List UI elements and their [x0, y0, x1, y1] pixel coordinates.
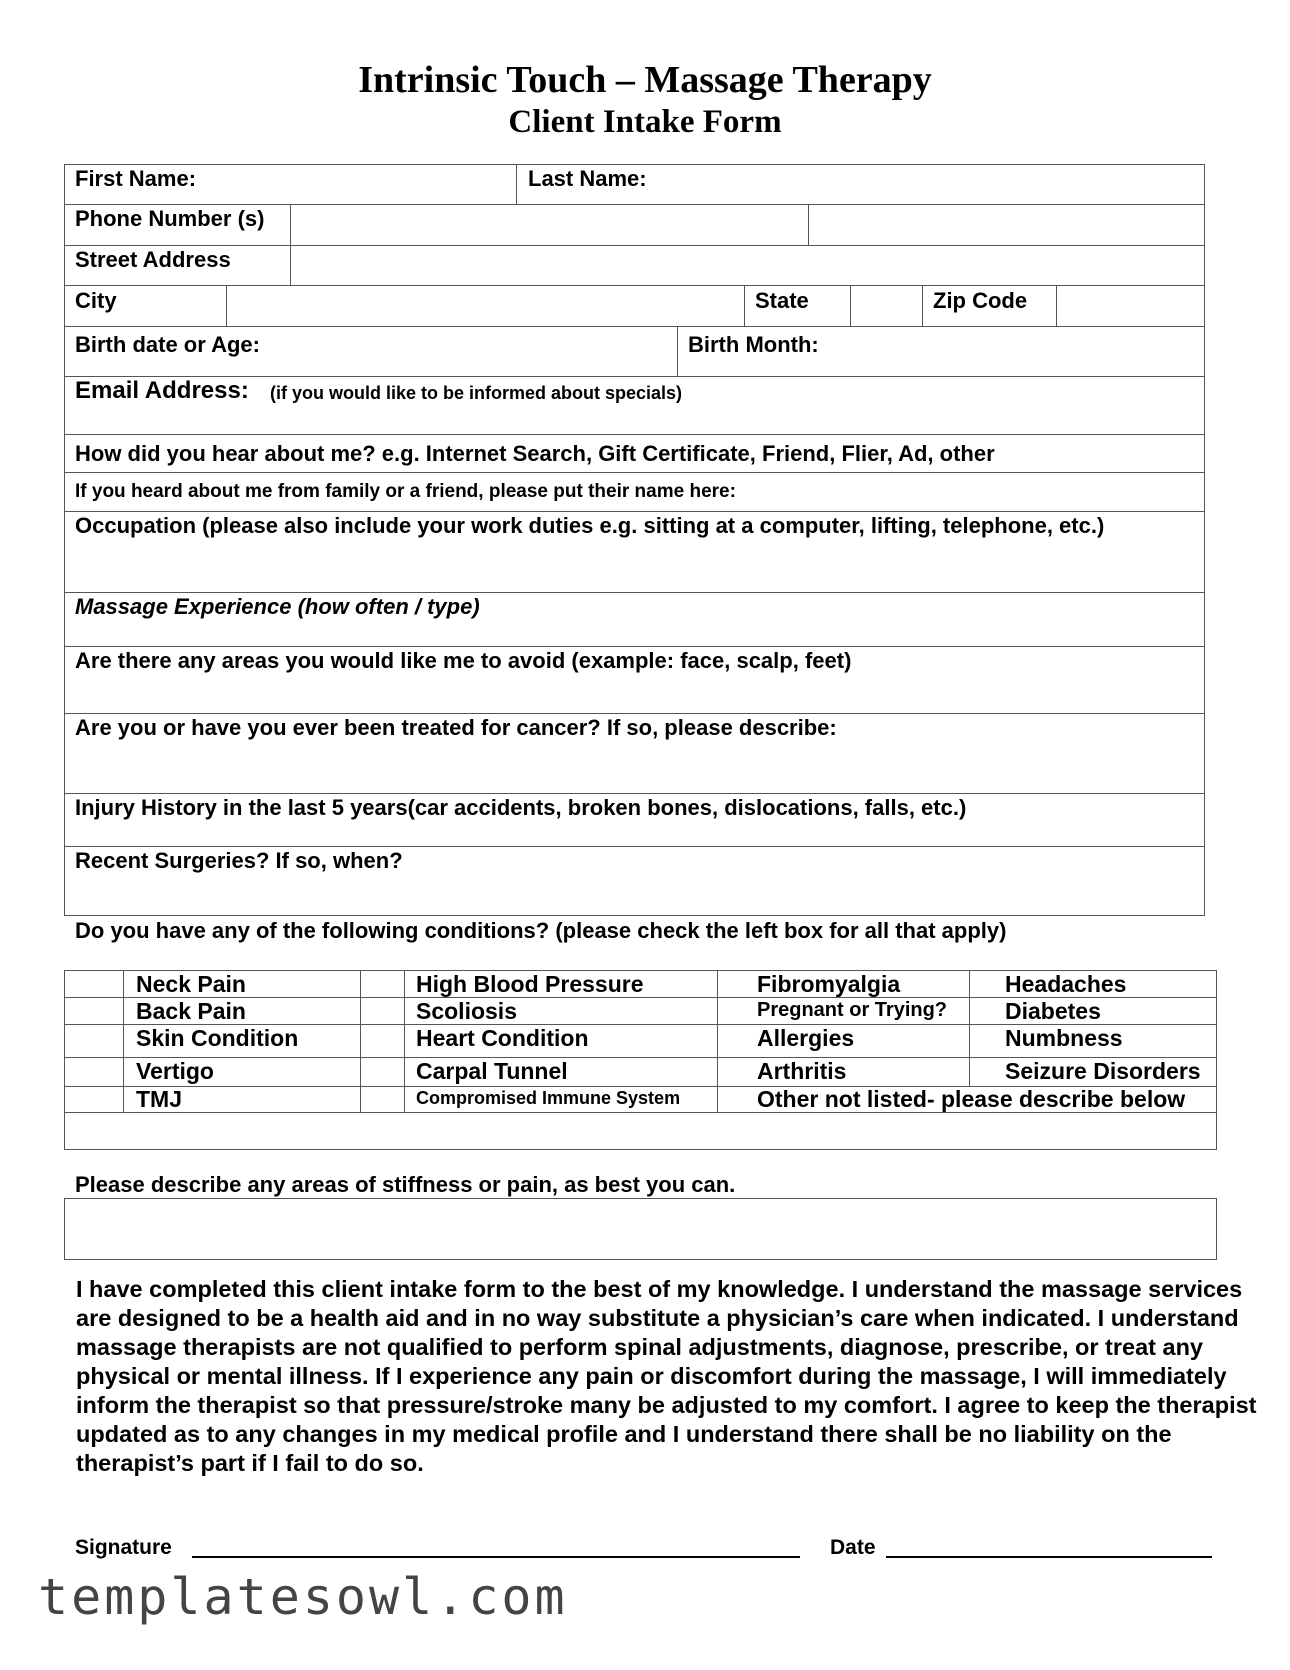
condition-label: Pregnant or Trying?: [757, 999, 948, 1021]
form-subtitle: Client Intake Form: [508, 104, 782, 140]
cancer-label: Are you or have you ever been treated for cancer? If so, please describe:: [75, 715, 837, 740]
email-input[interactable]: [66, 405, 1203, 433]
condition-label: High Blood Pressure: [416, 971, 644, 997]
city-label: City: [75, 288, 117, 313]
checkbox-vertigo[interactable]: [65, 1058, 122, 1085]
consent-statement: I have completed this client intake form to the best of my knowledge. I understand the massage services are designed to be a health aid and in no way substitute a physician’s care when indicated. I understand massage therapists are not qualified to perform spinal adjustments, diagnose, prescribe, or treat any physical or mental illness. If I experience any pain or discomfort during the massage, I will immediately inform the therapist so that pressure/stroke many be adjusted to my comfort. I agree to keep the therapist updated as to any changes in my medical profile and I understand there shall be no liability on the therapist’s part if I fail to do so.: [76, 1276, 1257, 1476]
condition-label: Back Pain: [136, 998, 246, 1024]
checkbox-high-blood-pressure[interactable]: [361, 971, 403, 996]
phone-input-2[interactable]: [810, 205, 1203, 244]
first-name-label: First Name:: [75, 166, 197, 191]
condition-label: Carpal Tunnel: [416, 1058, 568, 1084]
cancer-input[interactable]: [66, 743, 1203, 792]
checkbox-back-pain[interactable]: [65, 998, 122, 1023]
stiffness-input[interactable]: [64, 1198, 1217, 1260]
phone-input-1[interactable]: [292, 205, 806, 244]
checkbox-heart-condition[interactable]: [361, 1025, 403, 1056]
checkbox-arthritis[interactable]: [718, 1058, 755, 1085]
condition-label: Headaches: [1005, 971, 1127, 997]
surgeries-label: Recent Surgeries? If so, when?: [75, 848, 403, 873]
checkbox-seizure-disorders[interactable]: [970, 1058, 1000, 1085]
condition-label: Fibromyalgia: [757, 971, 901, 997]
referral-input[interactable]: [810, 473, 1203, 510]
checkbox-carpal-tunnel[interactable]: [361, 1058, 403, 1085]
avoid-areas-label: Are there any areas you would like me to avoid (example: face, scalp, feet): [75, 648, 852, 673]
checkbox-diabetes[interactable]: [970, 998, 1000, 1023]
condition-label: Compromised Immune System: [416, 1088, 681, 1108]
zip-label: Zip Code: [933, 288, 1028, 313]
massage-experience-input[interactable]: [66, 622, 1203, 645]
hear-about-label: How did you hear about me? e.g. Internet Search, Gift Certificate, Friend, Flier, Ad, other: [75, 441, 995, 466]
checkbox-other[interactable]: [718, 1087, 755, 1111]
condition-label: Skin Condition: [136, 1025, 299, 1051]
state-input[interactable]: [852, 286, 920, 325]
state-label: State: [755, 288, 809, 313]
phone-label: Phone Number (s): [75, 206, 265, 231]
checkbox-neck-pain[interactable]: [65, 971, 122, 996]
date-line[interactable]: [886, 1556, 1212, 1558]
birth-date-input[interactable]: [275, 327, 675, 375]
checkbox-pregnant[interactable]: [718, 998, 755, 1023]
condition-label: Other not listed- please describe below: [757, 1086, 1186, 1112]
condition-label: Scoliosis: [416, 998, 517, 1024]
surgeries-input[interactable]: [66, 876, 1203, 914]
signature-label: Signature: [75, 1536, 172, 1559]
checkbox-numbness[interactable]: [970, 1025, 1000, 1056]
street-label: Street Address: [75, 247, 231, 272]
condition-label: Heart Condition: [416, 1025, 589, 1051]
signature-line[interactable]: [192, 1556, 800, 1558]
first-name-input[interactable]: [210, 165, 510, 203]
avoid-areas-input[interactable]: [66, 676, 1203, 712]
massage-experience-label: Massage Experience (how often / type): [75, 594, 480, 619]
stiffness-prompt: Please describe any areas of stiffness or pain, as best you can.: [75, 1172, 736, 1197]
condition-label: Neck Pain: [136, 971, 246, 997]
checkbox-tmj[interactable]: [65, 1087, 122, 1111]
birth-month-input[interactable]: [830, 327, 1203, 375]
condition-label: TMJ: [136, 1086, 182, 1112]
date-label: Date: [830, 1536, 876, 1559]
condition-label: Numbness: [1005, 1025, 1123, 1051]
injury-input[interactable]: [66, 823, 1203, 845]
condition-label: Arthritis: [757, 1058, 847, 1084]
checkbox-allergies[interactable]: [718, 1025, 755, 1056]
birth-date-label: Birth date or Age:: [75, 332, 260, 357]
checkbox-fibromyalgia[interactable]: [718, 971, 755, 996]
birth-month-label: Birth Month:: [688, 332, 819, 357]
injury-label: Injury History in the last 5 years(car accidents, broken bones, dislocations, falls, etc.): [75, 795, 967, 820]
checkbox-scoliosis[interactable]: [361, 998, 403, 1023]
other-conditions-input[interactable]: [65, 1113, 1216, 1149]
street-input[interactable]: [292, 246, 1203, 284]
checkbox-compromised-immune[interactable]: [361, 1087, 403, 1111]
last-name-input[interactable]: [660, 165, 1200, 203]
conditions-prompt: Do you have any of the following conditions? (please check the left box for all that apply): [75, 918, 1007, 943]
last-name-label: Last Name:: [528, 166, 647, 191]
checkbox-headaches[interactable]: [970, 971, 1000, 996]
watermark-text: templatesowl.com: [38, 1568, 568, 1626]
occupation-label: Occupation (please also include your work duties e.g. sitting at a computer, lifting, telephone, etc.): [75, 513, 1105, 538]
zip-input[interactable]: [1058, 286, 1203, 325]
condition-label: Diabetes: [1005, 998, 1101, 1024]
condition-label: Seizure Disorders: [1005, 1058, 1201, 1084]
condition-label: Vertigo: [136, 1058, 214, 1084]
checkbox-skin-condition[interactable]: [65, 1025, 122, 1056]
city-input[interactable]: [228, 286, 742, 325]
email-label: Email Address:: [75, 377, 249, 404]
occupation-input[interactable]: [66, 545, 1203, 591]
referral-label: If you heard about me from family or a friend, please put their name here:: [75, 481, 736, 502]
form-title: Intrinsic Touch – Massage Therapy: [358, 59, 932, 101]
email-note: (if you would like to be informed about specials): [270, 383, 683, 403]
condition-label: Allergies: [757, 1025, 855, 1051]
